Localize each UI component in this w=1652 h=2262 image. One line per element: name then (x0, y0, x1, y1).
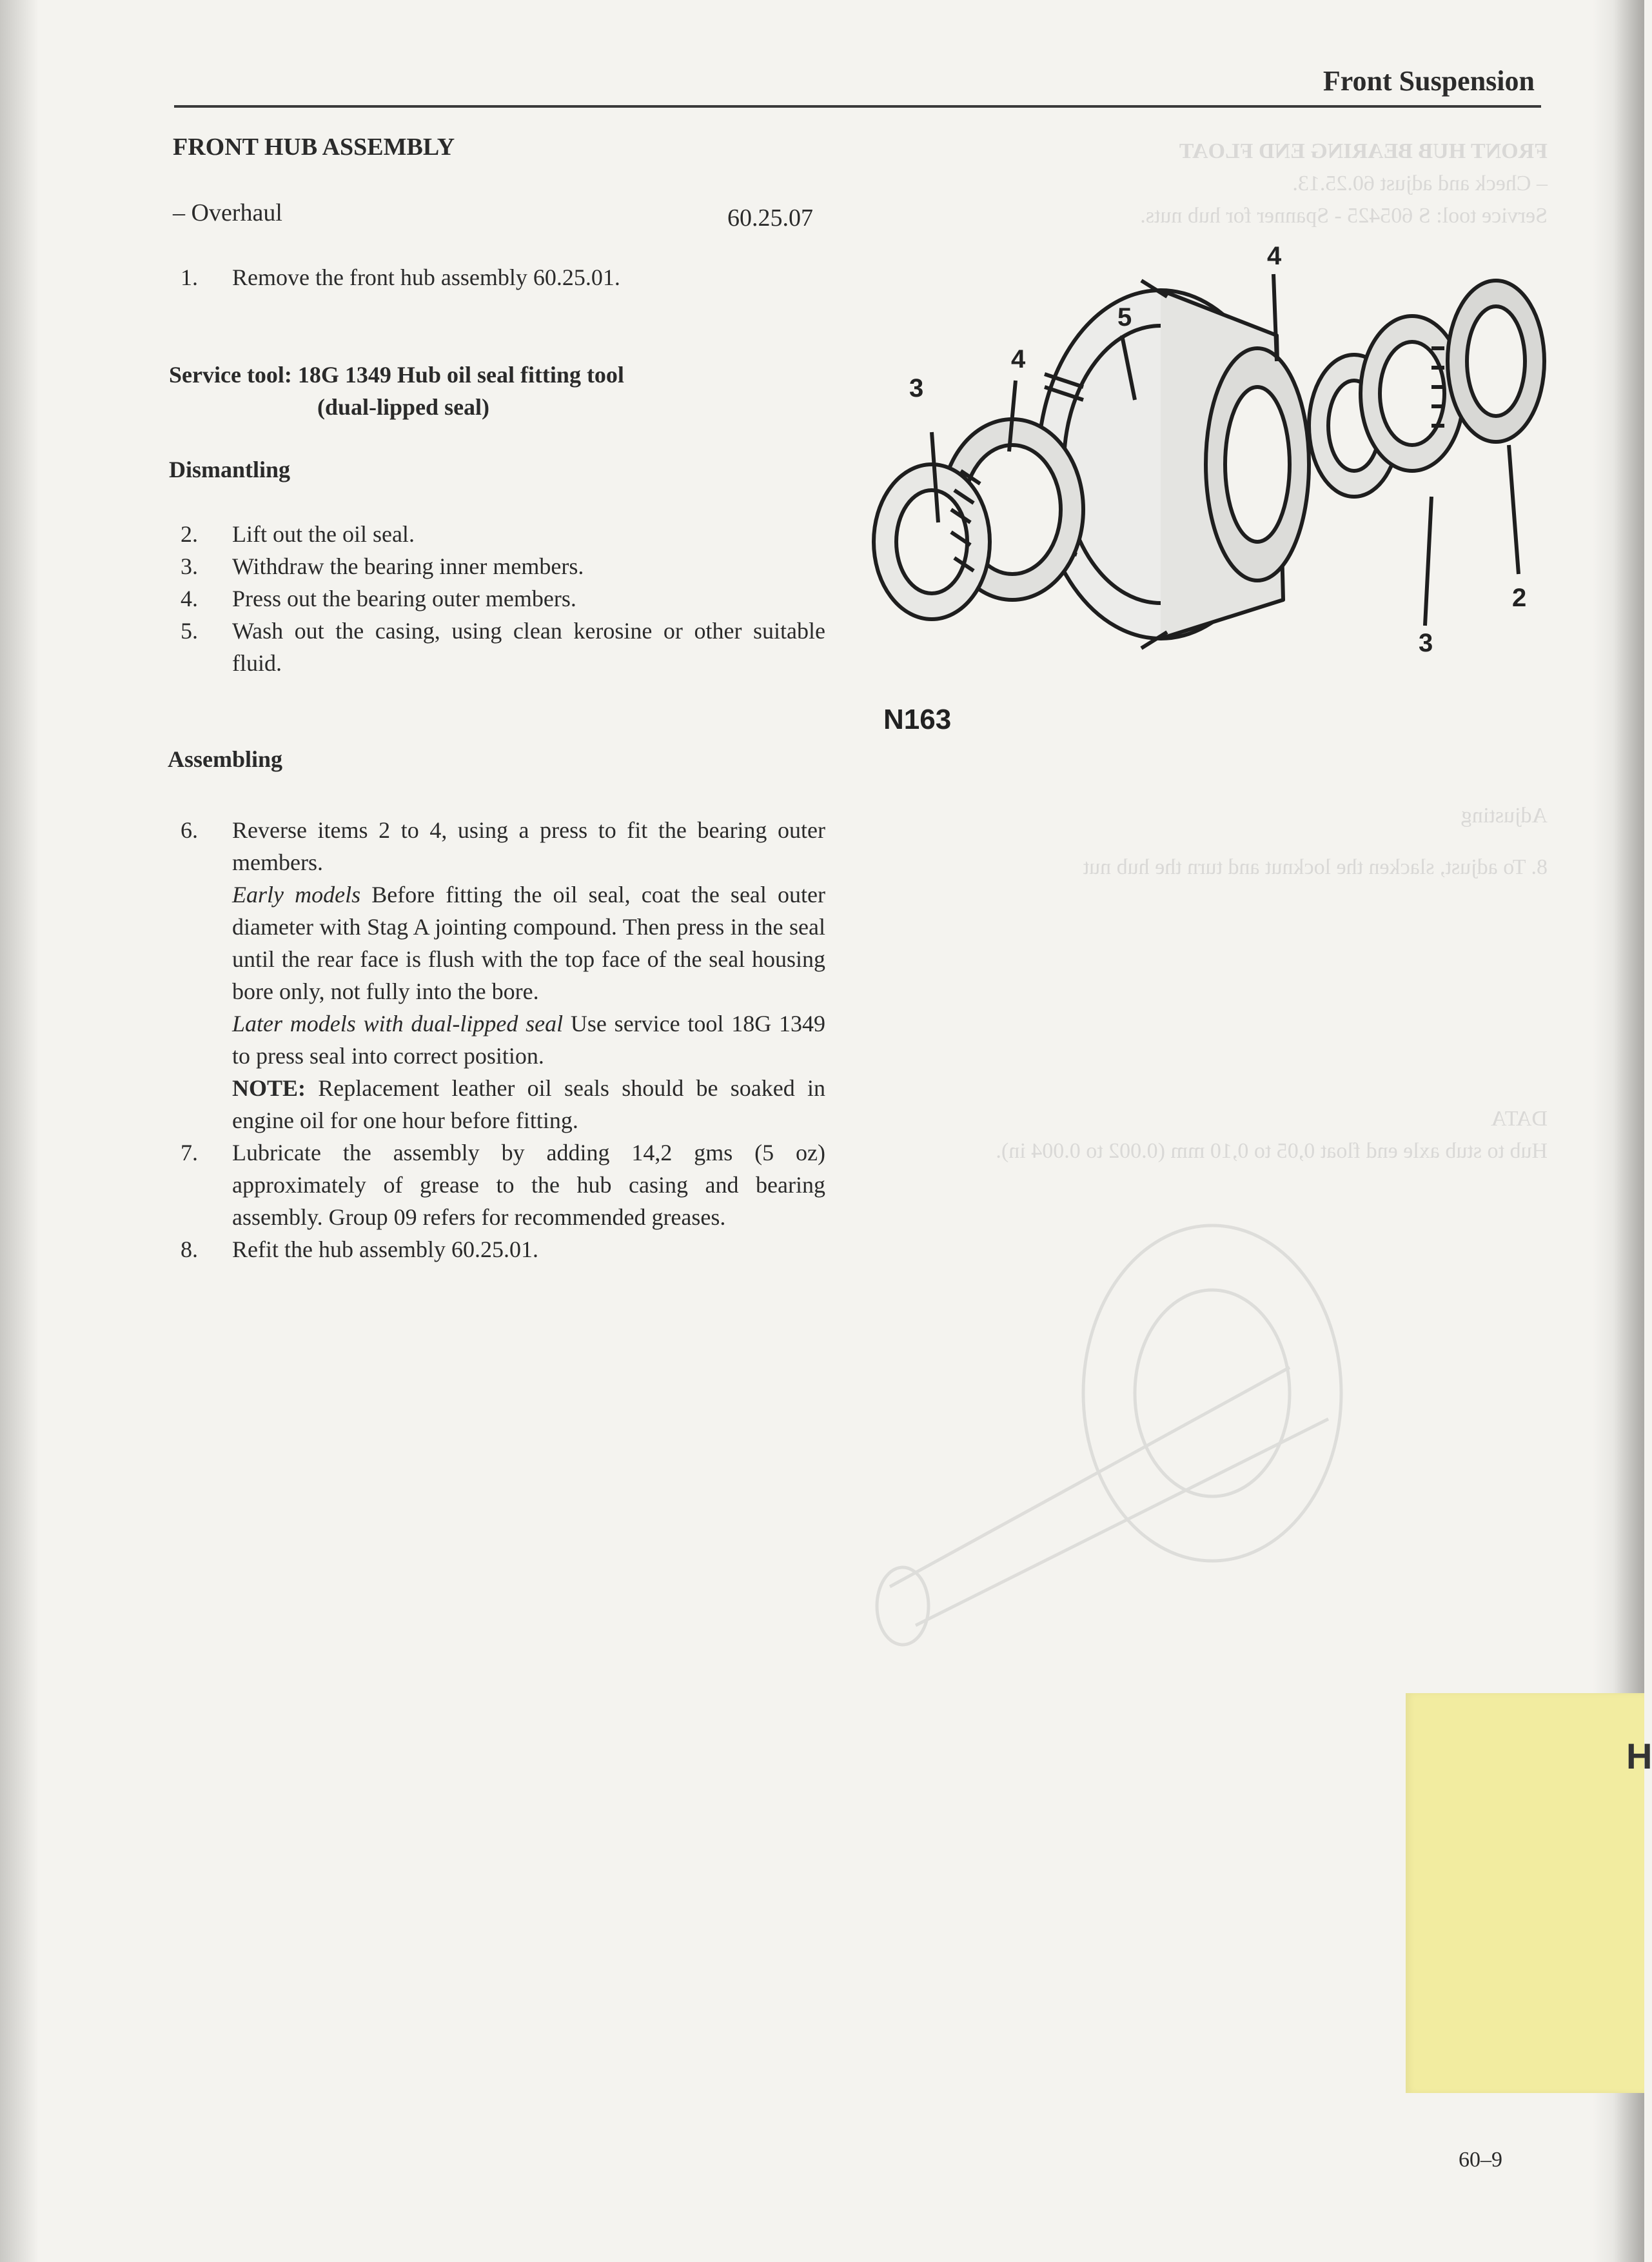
show-through-line: 8. To adjust, slacken the locknut and turn the hub nut (1083, 855, 1548, 879)
step-text: Lift out the oil seal. (232, 521, 415, 547)
show-through-text-lower (838, 800, 1548, 1167)
page-edge-shadow-left (0, 0, 39, 2262)
note-text: Replacement leather oil seals should be soaked in engine oil for one hour before fitting. (232, 1075, 825, 1133)
sticky-note-letter: H (1626, 1736, 1652, 1776)
section-title: Front Suspension (1323, 65, 1535, 97)
step-text: Refit the hub assembly 60.25.01. (232, 1236, 538, 1262)
show-through-line: Service tool: S 605425 - Spanner for hub nuts. (1140, 204, 1548, 228)
sticky-note (1406, 1693, 1644, 2093)
early-models-paragraph (232, 878, 825, 1007)
step-number: 6. (181, 817, 198, 843)
list-item (174, 615, 825, 679)
step-list-intro (174, 261, 825, 293)
callout-label: 3 (909, 374, 924, 402)
step-text: Wash out the casing, using clean kerosine or other suitable fluid. (232, 618, 825, 676)
service-tool-subline: (dual-lipped seal) (317, 394, 490, 420)
page-number: 60–9 (1459, 2148, 1502, 2172)
list-item (174, 814, 825, 878)
early-models-text: Before fitting the oil seal, coat the seal outer diameter with Stag A jointing compound. Then press in the seal until the rear face is flush with the top face of the seal housing bore only, not fully into the bore. (232, 882, 825, 1004)
show-through-drawing (838, 1225, 1419, 1645)
list-item (174, 1136, 825, 1233)
step-number: 4. (181, 586, 198, 611)
later-models-label: Later models with dual-lipped seal (232, 1011, 564, 1037)
operation-code: 60.25.07 (727, 204, 813, 232)
list-item (174, 261, 825, 293)
step-number: 2. (181, 521, 198, 547)
show-through-title: FRONT HUB BEARING END FLOAT (1179, 139, 1548, 163)
list-item (174, 1233, 825, 1265)
step-number: 5. (181, 618, 198, 644)
show-through-line: DATA (1491, 1107, 1548, 1131)
assembling-list (174, 814, 825, 1265)
callout-label: 2 (1512, 584, 1527, 612)
later-models-paragraph (232, 1007, 825, 1072)
operation-label: – Overhaul (173, 199, 282, 226)
service-tool-line: Service tool: 18G 1349 Hub oil seal fitting tool (169, 362, 624, 388)
hub-exploded-diagram (864, 239, 1560, 735)
header-rule (174, 105, 1541, 108)
dismantling-list (174, 518, 825, 679)
list-item (174, 582, 825, 615)
callout-label: 3 (1419, 629, 1433, 657)
step-number: 7. (181, 1140, 198, 1166)
assembling-heading: Assembling (168, 746, 283, 772)
callout-label: 4 (1011, 345, 1026, 373)
step-text: Remove the front hub assembly 60.25.01. (232, 264, 620, 290)
later-models-text: Use service tool 18G 1349 to press seal into correct position. (232, 1011, 825, 1069)
show-through-line: Hub to stub axle end float 0,05 to 0,10 mm (0.002 to 0.004 in). (996, 1139, 1548, 1163)
early-models-label: Early models (232, 882, 361, 908)
callout-label: 4 (1267, 242, 1282, 270)
show-through-text (838, 135, 1548, 232)
figure-code: N163 (883, 704, 952, 735)
show-through-line: – Check and adjust 60.25.13. (1292, 172, 1548, 195)
note-paragraph (232, 1072, 825, 1136)
step-number: 3. (181, 553, 198, 579)
show-through-line: Adjusting (1460, 804, 1548, 828)
page-title: FRONT HUB ASSEMBLY (173, 134, 455, 161)
note-label: NOTE: (232, 1075, 306, 1101)
step-text: Lubricate the assembly by adding 14,2 gms (5 oz) approximately of grease to the hub casing and bearing assembly. Group 09 refers for recommended greases. (232, 1140, 825, 1230)
step-text: Withdraw the bearing inner members. (232, 553, 584, 579)
list-item (174, 518, 825, 550)
step-number: 8. (181, 1236, 198, 1262)
step-number: 1. (181, 264, 198, 290)
callout-label: 5 (1117, 303, 1132, 332)
step-text: Reverse items 2 to 4, using a press to fit the bearing outer members. (232, 817, 825, 875)
dismantling-heading: Dismantling (169, 457, 291, 482)
list-item (174, 550, 825, 582)
step-text: Press out the bearing outer members. (232, 586, 576, 611)
